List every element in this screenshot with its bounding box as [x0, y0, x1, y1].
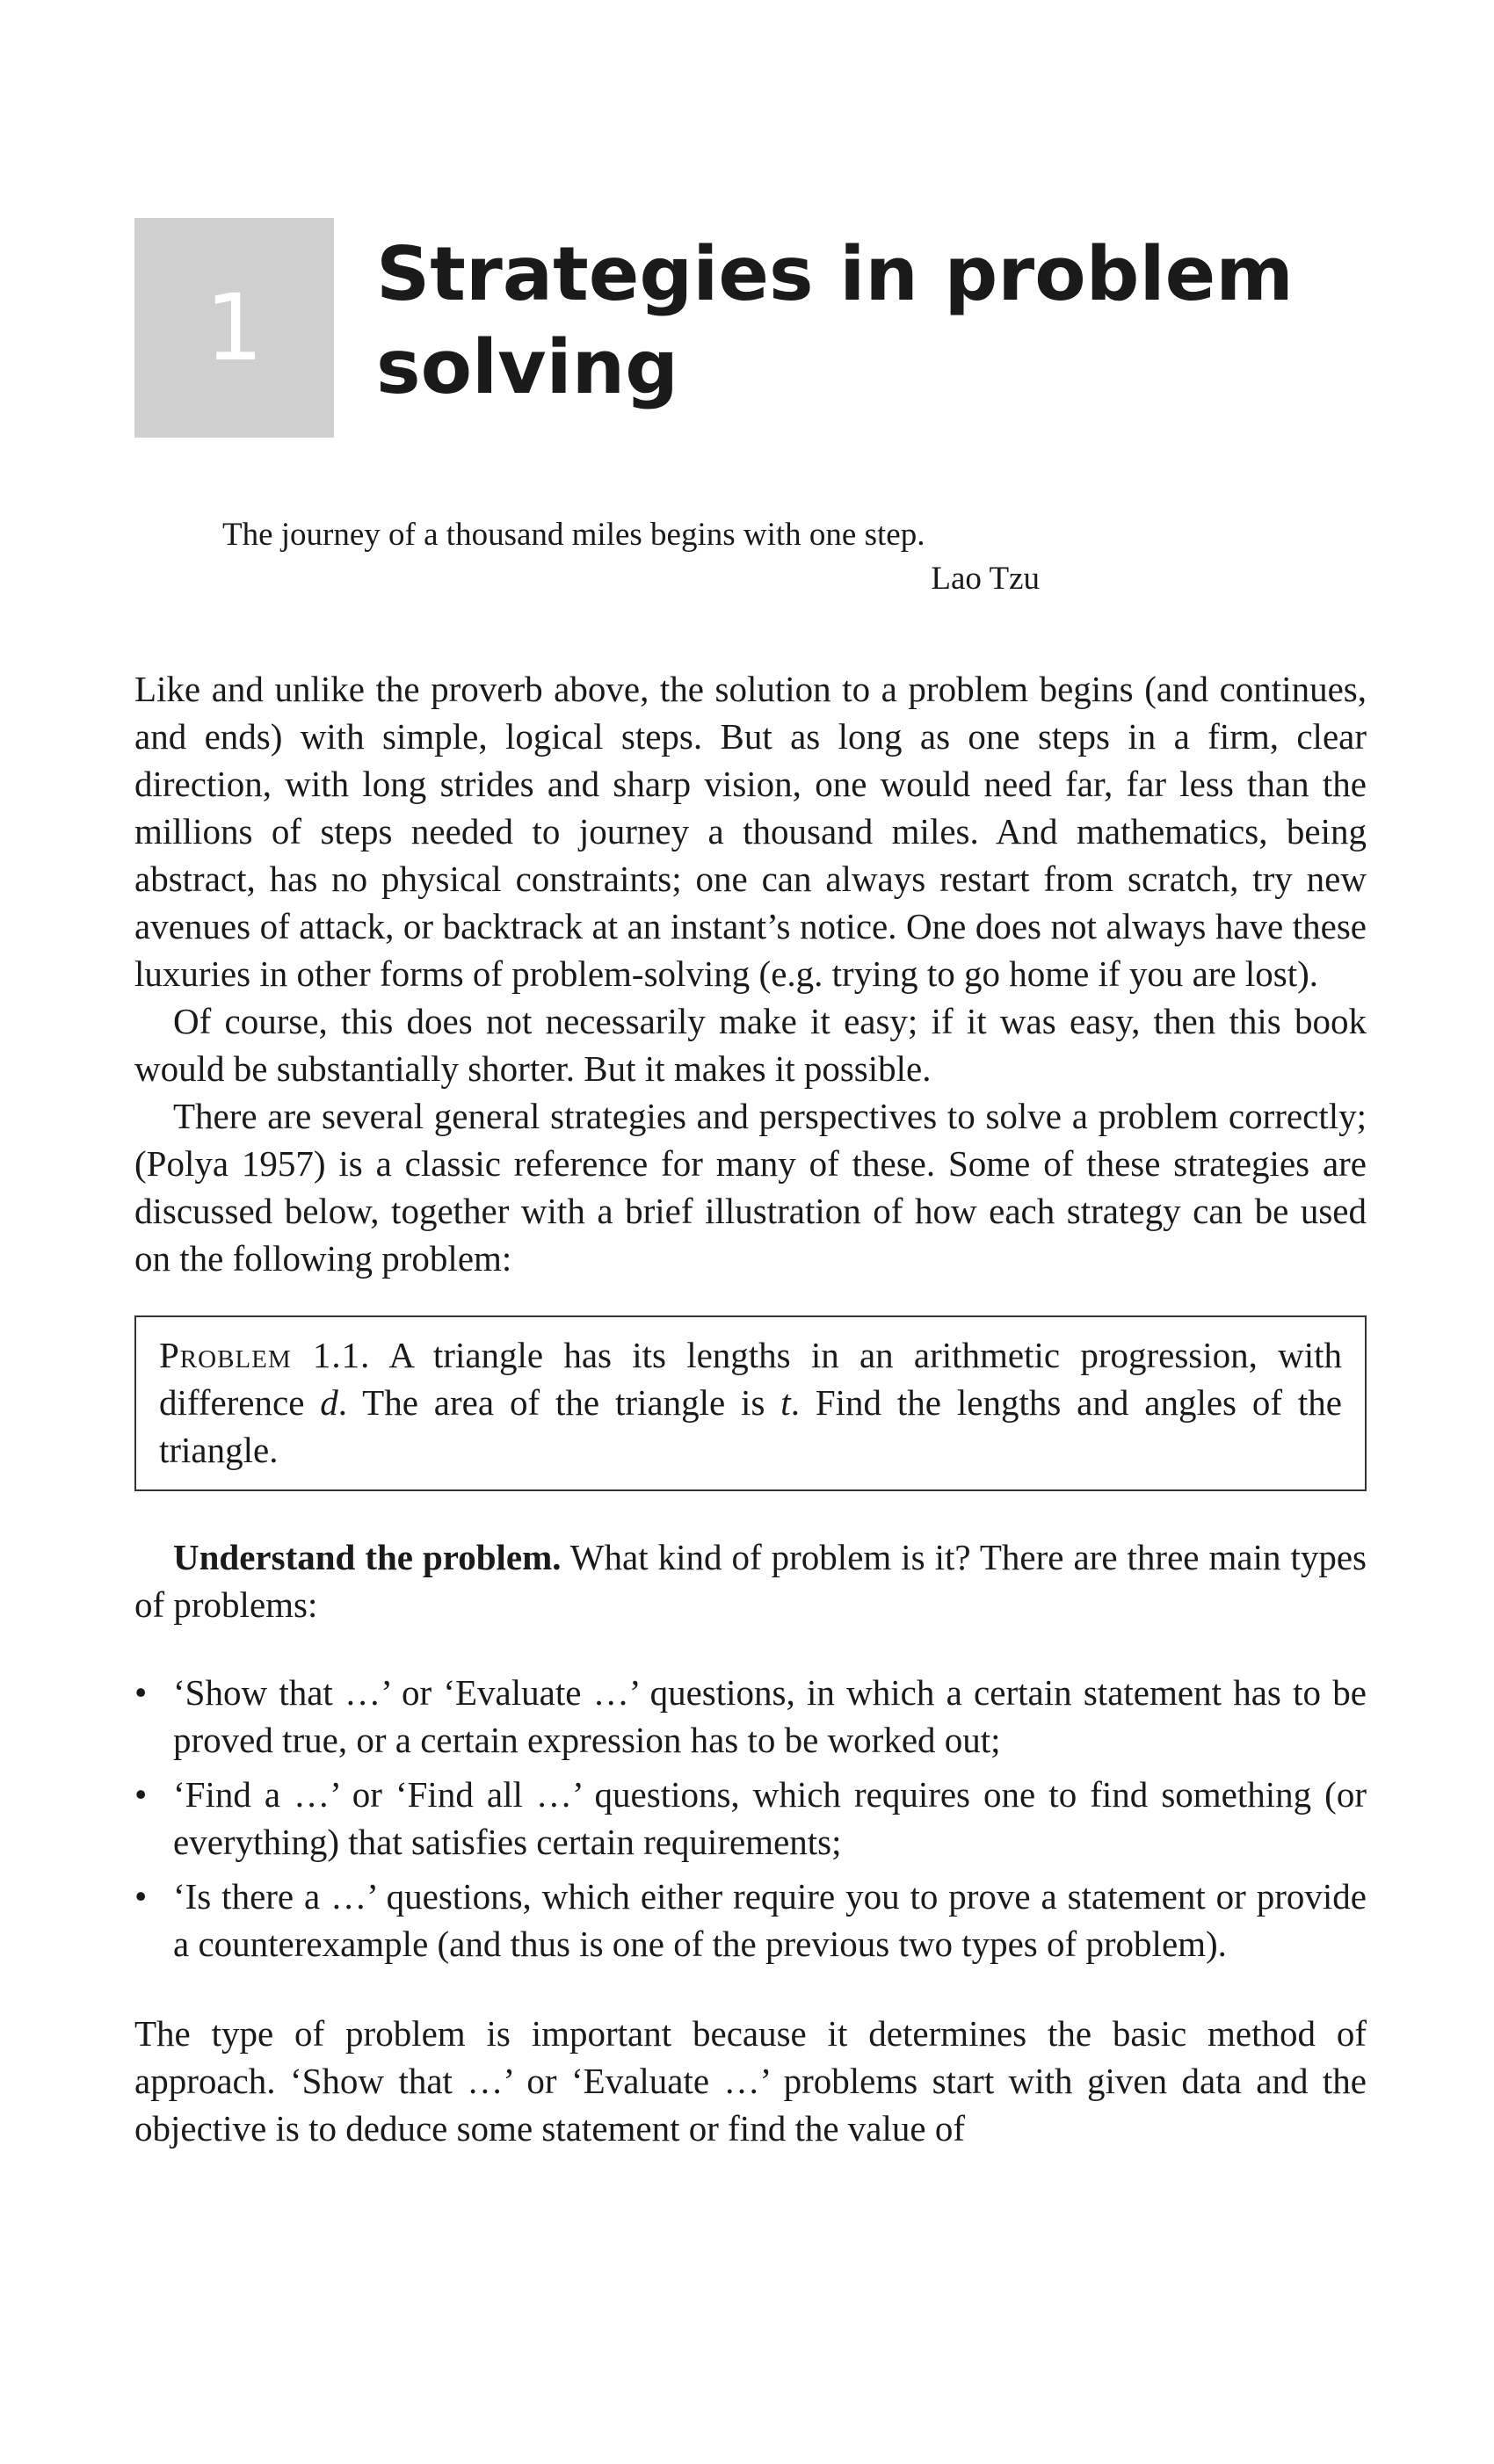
chapter-number: 1: [205, 274, 264, 381]
list-item-text: ‘Is there a …’ questions, which either require you to prove a statement or provide a counterexample (and thus is one of the previous two types of problem).: [173, 1876, 1367, 1964]
problem-text-b: . The area of the triangle is: [337, 1382, 781, 1423]
understand-text: What kind of problem is it? There are three main types of problems:: [134, 1537, 1367, 1625]
bullet-icon: •: [134, 1876, 148, 1917]
problem-statement: [159, 1331, 1342, 1474]
bullet-icon: •: [134, 1672, 148, 1713]
chapter-title: [376, 228, 1360, 415]
closing-paragraph: The type of problem is important because it determines the basic method of approach. ‘Show that …’ or ‘Evaluate …’ problems start with given data and the objective is to deduce some statement or find the value of: [134, 2013, 1367, 2149]
epigraph: [222, 513, 1040, 601]
problem-text-a: A triangle has its lengths in an arithmetic progression, with difference: [159, 1335, 1342, 1423]
problem-text-c: . Find the lengths and angles of the triangle.: [159, 1382, 1343, 1470]
chapter-title-line-2: solving: [376, 324, 679, 411]
paragraph-2: Of course, this does not necessarily make it easy; if it was easy, then this book would be substantially shorter. But it makes it possible.: [134, 1001, 1367, 1089]
understand-paragraph: [134, 1533, 1367, 1628]
problem-var-d: d: [320, 1382, 338, 1423]
bullet-icon: •: [134, 1774, 148, 1815]
list-item: [134, 1669, 1367, 1764]
problem-box: [134, 1315, 1367, 1491]
paragraph-3: There are several general strategies and perspectives to solve a problem correctly; (Polya 1957) is a classic reference for many of these. Some of these strategies are discussed below, together with a brief illustration of how each strategy can be used on the following problem:: [134, 1096, 1367, 1279]
paragraph-1: Like and unlike the proverb above, the solution to a problem begins (and continues, and ends) with simple, logical steps. But as long as one steps in a firm, clear direction, with long strides and sharp vision, one would need far, far less than the millions of steps needed to journey a thousand miles. And mathematics, being abstract, has no physical constraints; one can always restart from scratch, try new avenues of attack, or backtrack at an instant’s notice. One does not always have these luxuries in other forms of problem-solving (e.g. trying to go home if you are lost).: [134, 669, 1367, 994]
body-text: [134, 665, 1367, 2152]
list-item-text: ‘Show that …’ or ‘Evaluate …’ questions, in which a certain statement has to be proved true, or a certain expression has to be worked out;: [173, 1672, 1367, 1760]
list-item-text: ‘Find a …’ or ‘Find all …’ questions, which requires one to find something (or everything) that satisfies certain requirements;: [173, 1774, 1367, 1862]
problem-label: Problem 1.1.: [159, 1335, 371, 1375]
list-item: [134, 1771, 1367, 1866]
epigraph-quote: The journey of a thousand miles begins with one step.: [222, 517, 925, 553]
chapter-title-line-1: Strategies in problem: [376, 231, 1294, 318]
chapter-number-box: [134, 218, 334, 438]
understand-heading: Understand the problem.: [173, 1537, 562, 1577]
epigraph-author: Lao Tzu: [931, 561, 1040, 597]
list-item: [134, 1873, 1367, 1968]
problem-var-t: t: [780, 1382, 791, 1423]
problem-types-list: [134, 1669, 1367, 1968]
